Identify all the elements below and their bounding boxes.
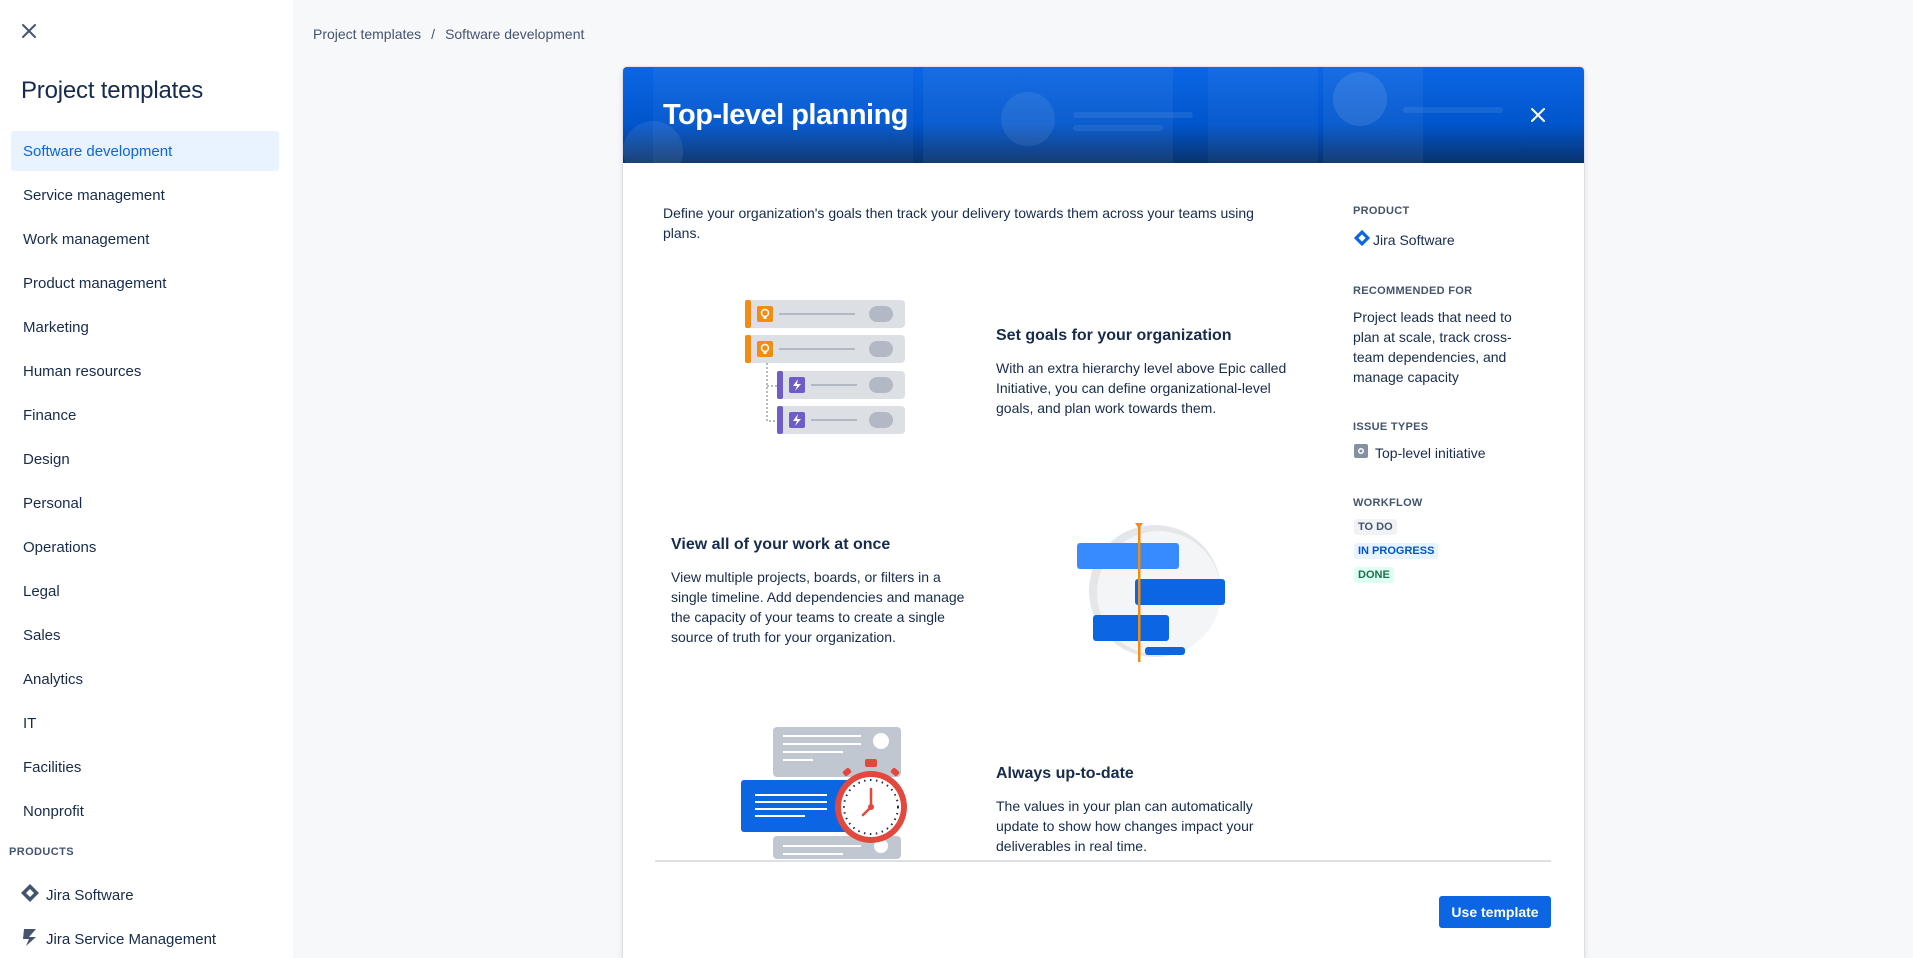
product-value [1353, 229, 1455, 250]
status-lozenge-todo: TO DO [1354, 519, 1397, 535]
feature-title: Set goals for your organization [996, 327, 1232, 344]
sidebar-item-analytics[interactable]: Analytics [23, 670, 84, 688]
template-modal [623, 67, 1584, 958]
sidebar [0, 0, 293, 958]
sidebar-item-marketing[interactable]: Marketing [23, 318, 89, 336]
sidebar-item-human-resources[interactable]: Human resources [23, 362, 142, 380]
feature-title: View all of your work at once [671, 536, 891, 553]
jira-software-icon [1353, 229, 1371, 250]
status-lozenge-in-progress: IN PROGRESS [1354, 543, 1438, 559]
issue-type-name: Top-level initiative [1375, 444, 1486, 461]
modal-close-icon[interactable] [1523, 100, 1553, 130]
sidebar-item-work-management[interactable]: Work management [23, 230, 150, 248]
sidebar-item-design[interactable]: Design [23, 450, 70, 468]
recommended-value: Project leads that need to plan at scale, track cross-team dependencies, and manage capacity [1353, 309, 1512, 385]
template-intro: Define your organization's goals then track your delivery towards them across your teams using plans. [663, 205, 1254, 241]
hierarchy-illustration [743, 300, 907, 440]
initiative-icon [1353, 443, 1369, 462]
timeline-illustration [1075, 519, 1225, 669]
use-template-button[interactable]: Use template [1439, 896, 1551, 928]
product-label: Jira Service Management [46, 930, 217, 948]
products-heading: PRODUCTS [9, 846, 74, 858]
modal-header [623, 67, 1584, 163]
sidebar-item-software-development[interactable]: Software development [11, 131, 279, 171]
breadcrumb-separator: / [431, 26, 436, 42]
sidebar-item-facilities[interactable]: Facilities [23, 758, 82, 776]
status-lozenge-done: DONE [1354, 567, 1394, 583]
breadcrumb [313, 26, 584, 42]
footer-divider [655, 860, 1551, 862]
issue-types-label: ISSUE TYPES [1353, 421, 1429, 433]
sidebar-item-legal[interactable]: Legal [23, 582, 60, 600]
feature-text: The values in your plan can automatically update to show how changes impact your deliverables in real time. [996, 798, 1254, 854]
sidebar-item-nonprofit[interactable]: Nonprofit [23, 802, 84, 820]
issue-type-row [1353, 443, 1486, 462]
breadcrumb-item-software-development[interactable]: Software development [445, 26, 585, 42]
product-label: Jira Software [46, 886, 134, 904]
sidebar-item-product-management[interactable]: Product management [23, 274, 167, 292]
product-jira-service-management[interactable] [20, 925, 216, 953]
recommended-label: RECOMMENDED FOR [1353, 285, 1473, 297]
workflow-label: WORKFLOW [1353, 497, 1423, 509]
sidebar-item-sales[interactable]: Sales [23, 626, 61, 644]
product-name: Jira Software [1373, 231, 1455, 248]
sidebar-item-it[interactable]: IT [23, 714, 37, 732]
feature-text: View multiple projects, boards, or filters in a single timeline. Add dependencies and manage the capacity of your teams to create a single source of truth for your organization. [671, 569, 965, 645]
sidebar-title: Project templates [21, 77, 204, 104]
stopwatch-illustration [741, 727, 911, 859]
sidebar-item-finance[interactable]: Finance [23, 406, 77, 424]
feature-title: Always up-to-date [996, 765, 1134, 782]
sidebar-item-service-management[interactable]: Service management [23, 186, 165, 204]
product-jira-software[interactable] [20, 881, 134, 909]
product-label: PRODUCT [1353, 205, 1410, 217]
sidebar-item-personal[interactable]: Personal [23, 494, 83, 512]
modal-title: Top-level planning [663, 99, 909, 131]
sidebar-item-operations[interactable]: Operations [23, 538, 97, 556]
feature-text: With an extra hierarchy level above Epic called Initiative, you can define organizational-level goals, and plan work towards them. [996, 360, 1287, 416]
breadcrumb-item-project-templates[interactable]: Project templates [313, 26, 422, 42]
jira-software-icon [20, 883, 40, 907]
jira-service-management-icon [20, 927, 40, 951]
category-list [11, 131, 279, 835]
close-icon[interactable] [16, 18, 42, 44]
